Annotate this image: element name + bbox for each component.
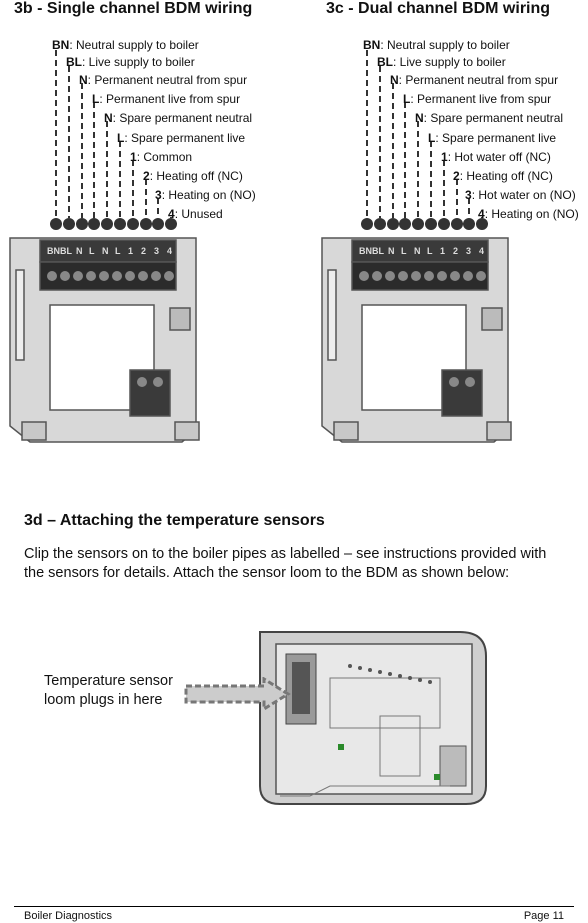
c-label-4: N: Spare permanent neutral [415,111,564,125]
heading-attach-sensors: 3d – Attaching the temperature sensors [24,512,325,529]
b-label-6: 1: Common [130,150,193,164]
callout-line1: Temperature sensor [44,673,173,689]
c-label-0: BN: Neutral supply to boiler [363,38,510,52]
b-label-8: 3: Heating on (NO) [155,188,256,202]
footer-title: Boiler Diagnostics [24,910,113,922]
page-number: Page 11 [523,910,564,922]
b-label-2: N: Permanent neutral from spur [79,73,248,87]
term-c-3: L [401,246,407,256]
b-label-1: BL: Live supply to boiler [66,55,195,69]
term-b-9: 4 [167,246,173,256]
c-label-2: N: Permanent neutral from spur [390,73,559,87]
c-label-8: 3: Hot water on (NO) [465,188,576,202]
heading-dual-channel: 3c - Dual channel BDM wiring [326,0,551,17]
bdm-device-image [250,626,490,808]
c-label-3: L: Permanent live from spur [403,92,552,106]
b-label-9: 4: Unused [168,207,223,221]
term-c-6: 1 [440,246,446,256]
term-c-4: N [414,246,421,256]
term-b-1: BL [60,246,72,256]
c-label-7: 2: Heating off (NC) [453,169,553,183]
callout-line2: loom plugs in here [44,692,163,708]
term-c-7: 2 [453,246,459,256]
term-c-0: BN [359,246,372,256]
page-footer [14,906,574,922]
term-b-8: 3 [154,246,160,256]
term-b-6: 1 [128,246,134,256]
term-b-0: BN [47,246,60,256]
sensor-callout [44,672,173,710]
term-b-4: N [102,246,109,256]
c-label-5: L: Spare permanent live [428,131,557,145]
b-label-5: L: Spare permanent live [117,131,246,145]
instructions-paragraph: Clip the sensors on to the boiler pipes as labelled – see instructions provided with the sensors for details. Attach the sensor loom to the BDM as shown below: [24,546,547,581]
term-c-2: N [388,246,395,256]
b-label-3: L: Permanent live from spur [92,92,241,106]
heading-single-channel: 3b - Single channel BDM wiring [14,0,253,17]
term-b-5: L [115,246,121,256]
term-c-9: 4 [479,246,485,256]
term-c-1: BL [372,246,384,256]
b-label-0: BN: Neutral supply to boiler [52,38,199,52]
term-b-3: L [89,246,95,256]
callout-arrow [184,677,294,711]
b-label-7: 2: Heating off (NC) [143,169,243,183]
term-b-7: 2 [141,246,147,256]
term-b-2: N [76,246,83,256]
b-label-4: N: Spare permanent neutral [104,111,253,125]
c-label-6: 1: Hot water off (NC) [441,150,551,164]
term-c-5: L [427,246,433,256]
c-label-9: 4: Heating on (NO) [478,207,579,221]
term-c-8: 3 [466,246,472,256]
c-label-1: BL: Live supply to boiler [377,55,506,69]
